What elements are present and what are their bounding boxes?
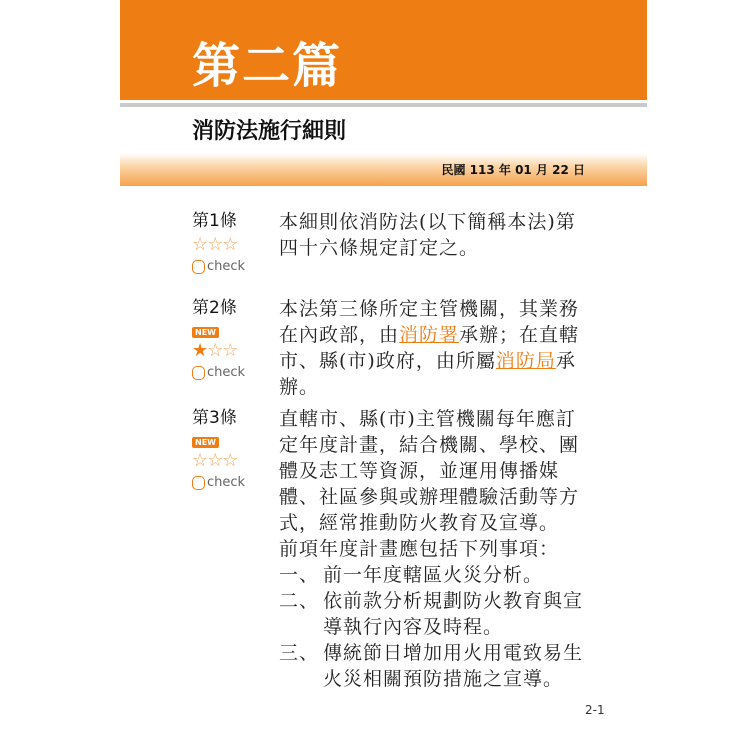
list-item <box>279 562 589 588</box>
check-toggle[interactable] <box>192 473 262 493</box>
checkbox-icon[interactable] <box>192 366 205 380</box>
article-text: 本細則依消防法(以下簡稱本法)第四十六條規定訂定之。 <box>279 211 576 259</box>
new-badge: NEW <box>192 327 219 338</box>
list-item <box>279 640 589 692</box>
rating-stars <box>192 339 262 363</box>
list-marker: 一、 <box>279 564 320 586</box>
star-empty-icon: ☆☆ <box>207 340 238 361</box>
article-text-2: 前項年度計畫應包括下列事項： <box>279 538 560 560</box>
list-marker: 三、 <box>279 642 320 664</box>
part-header-band <box>120 0 647 100</box>
page-number: 2-1 <box>585 703 605 717</box>
text-run: 承辦。 <box>279 350 576 398</box>
article-3 <box>192 406 592 706</box>
checkbox-icon[interactable] <box>192 260 205 274</box>
text-run: 本法第三條所定主管機關，其業務在內政部，由 <box>279 298 580 346</box>
book-page <box>120 0 647 750</box>
article-side <box>192 296 262 383</box>
amendment-date: 民國 113 年 01 月 22 日 <box>441 163 585 177</box>
link-fire-agency[interactable]: 消防署 <box>399 324 460 346</box>
link-fire-bureau[interactable]: 消防局 <box>495 350 556 372</box>
check-label: check <box>207 365 246 380</box>
article-number: 第2條 <box>192 298 237 318</box>
star-filled-icon: ★ <box>192 340 208 361</box>
header-divider <box>120 103 647 107</box>
law-title: 消防法施行細則 <box>192 119 347 144</box>
check-label: check <box>207 475 246 490</box>
list-marker: 二、 <box>279 590 320 612</box>
article-body <box>279 209 589 261</box>
date-band <box>120 153 647 186</box>
article-number: 第1條 <box>192 211 237 231</box>
list-item <box>279 588 589 640</box>
article-2 <box>192 296 592 396</box>
article-body <box>279 406 589 692</box>
article-number: 第3條 <box>192 408 237 428</box>
text-run: 承辦；在直轄市、縣(市)政府，由所屬 <box>279 324 580 372</box>
article-side <box>192 209 262 277</box>
part-title: 第二篇 <box>192 38 343 94</box>
new-badge: NEW <box>192 437 219 448</box>
rating-stars: ☆☆☆ <box>192 450 238 471</box>
article-text <box>279 296 589 400</box>
article-body <box>279 296 589 400</box>
checkbox-icon[interactable] <box>192 476 205 490</box>
article-text: 直轄市、縣(市)主管機關每年應訂定年度計畫，結合機關、學校、團體及志工等資源，並運用傳播媒體、社區參與或辦理體驗活動等方式，經常推動防火教育及宣導。 <box>279 408 580 534</box>
list-text: 前一年度轄區火災分析。 <box>323 564 544 586</box>
article-side <box>192 406 262 493</box>
article-1 <box>192 209 592 284</box>
list-text: 依前款分析規劃防火教育與宣導執行內容及時程。 <box>323 590 584 638</box>
check-toggle[interactable] <box>192 363 262 383</box>
rating-stars: ☆☆☆ <box>192 234 238 255</box>
check-toggle[interactable] <box>192 257 262 277</box>
list-text: 傳統節日增加用火用電致易生火災相關預防措施之宣導。 <box>323 642 584 690</box>
check-label: check <box>207 259 246 274</box>
